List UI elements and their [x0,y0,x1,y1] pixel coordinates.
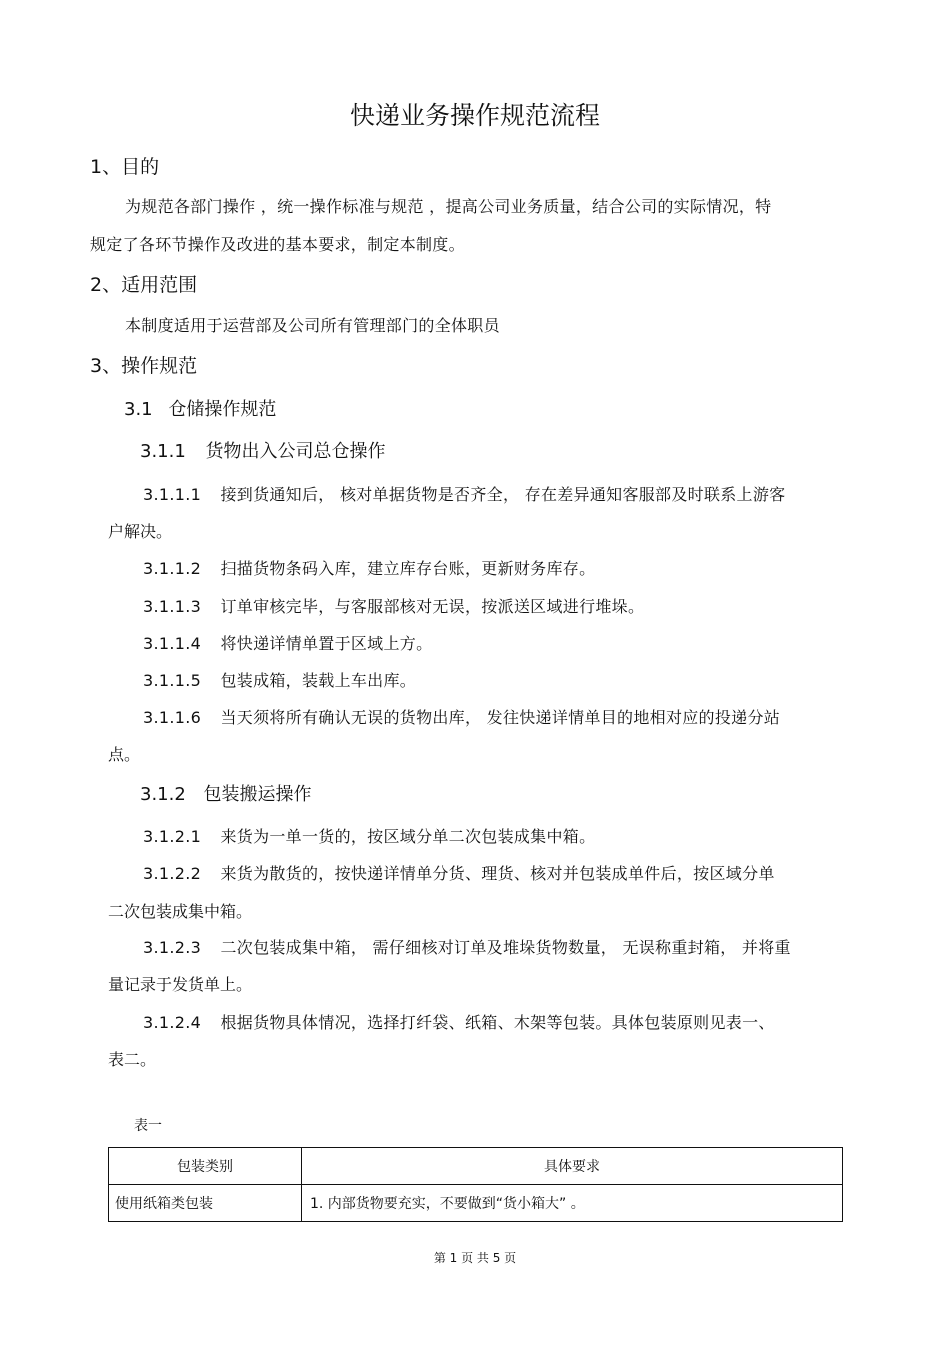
item-number: 3.1.1.2 [143,559,202,578]
document-title: 快递业务操作规范流程 [349,101,600,130]
page-footer: 第 1 页 共 5 页 [433,1251,517,1265]
item-number: 3.1.1.1 [143,485,202,504]
section-2-heading: 2、适用范围 [90,274,198,296]
list-item [143,935,791,958]
packaging-table [108,1147,843,1222]
section-3-1-heading [124,395,276,421]
table-header-cell: 具体要求 [302,1148,843,1185]
section-1-paragraph-line-1: 为规范各部门操作 ，统一操作标准与规范 ，提高公司业务质量，结合公司的实际情况，特 [125,197,772,216]
list-item [143,1010,775,1033]
item-text: 二次包装成集中箱， 需仔细核对订单及堆垛货物数量， 无误称重封箱， 并将重 [220,938,791,957]
section-1-paragraph-line-2: 规定了各环节操作及改进的基本要求，制定本制度。 [90,235,465,254]
section-3-1-1-heading [140,437,386,463]
list-item [143,594,644,617]
section-3-1-title: 仓储操作规范 [168,399,277,420]
section-3-1-2-heading [140,780,312,806]
section-1-heading: 1、目的 [90,156,160,178]
item-number: 3.1.1.3 [143,597,202,616]
table-header-cell: 包装类别 [109,1148,302,1185]
list-item [143,705,780,728]
list-item [143,631,432,654]
item-number: 3.1.2.4 [143,1013,202,1032]
item-text: 包装成箱，装载上车出库。 [220,671,417,690]
item-number: 3.1.1.5 [143,671,202,690]
item-text: 扫描货物条码入库，建立库存台账，更新财务库存。 [220,559,596,578]
section-3-1-2-title: 包装搬运操作 [203,784,312,805]
item-text: 将快递详情单置于区域上方。 [220,634,433,653]
table-cell: 1. 内部货物要充实，不要做到“货小箱大” 。 [302,1185,843,1222]
item-continuation: 点。 [108,745,141,764]
section-3-1-number: 3.1 [124,399,153,420]
table-row [109,1185,843,1222]
section-3-1-2-number: 3.1.2 [140,784,186,805]
section-2-paragraph: 本制度适用于运营部及公司所有管理部门的全体职员 [125,316,500,335]
item-continuation: 户解决。 [108,522,173,541]
table-cell: 使用纸箱类包装 [109,1185,302,1222]
item-number: 3.1.2.1 [143,827,202,846]
item-number: 3.1.2.3 [143,938,202,957]
table-caption: 表一 [134,1118,162,1134]
item-number: 3.1.2.2 [143,864,202,883]
item-text: 来货为一单一货的，按区域分单二次包装成集中箱。 [220,827,596,846]
item-continuation: 二次包装成集中箱。 [108,902,253,921]
item-number: 3.1.1.6 [143,708,202,727]
table-header-row [109,1148,843,1185]
item-text: 当天须将所有确认无误的货物出库， 发往快递详情单目的地相对应的投递分站 [220,708,781,727]
list-item [143,482,785,505]
item-text: 接到货通知后， 核对单据货物是否齐全， 存在差异通知客服部及时联系上游客 [220,485,786,504]
list-item [143,668,416,691]
item-text: 根据货物具体情况，选择打纤袋、纸箱、木架等包装。具体包装原则见表一、 [220,1013,775,1032]
list-item [143,861,775,884]
section-3-heading: 3、操作规范 [90,355,198,377]
item-continuation: 量记录于发货单上。 [108,975,253,994]
list-item [143,824,595,847]
item-number: 3.1.1.4 [143,634,202,653]
item-continuation: 表二。 [108,1050,157,1069]
item-text: 来货为散货的，按快递详情单分货、理货、核对并包装成单件后，按区域分单 [220,864,775,883]
section-3-1-1-number: 3.1.1 [140,441,186,462]
item-text: 订单审核完毕，与客服部核对无误，按派送区域进行堆垛。 [220,597,645,616]
section-3-1-1-title: 货物出入公司总仓操作 [205,441,386,462]
list-item [143,556,595,579]
